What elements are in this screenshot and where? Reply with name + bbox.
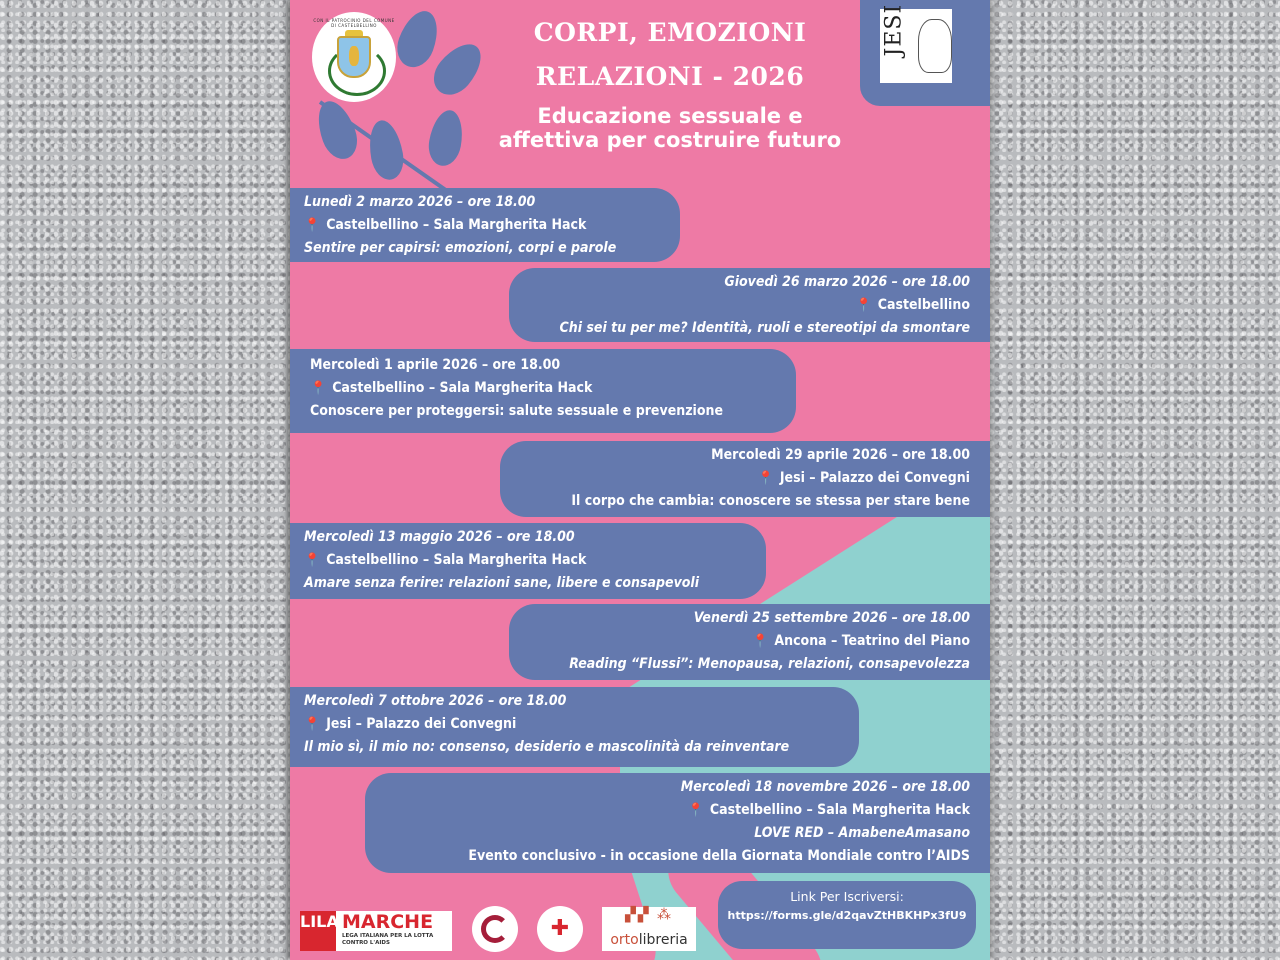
signup-url-link[interactable]: https://forms.gle/d2qavZtHBKHPx3fU9 <box>727 909 967 922</box>
magma-logo <box>472 906 518 952</box>
event-card <box>509 268 990 342</box>
map-pin-icon: 📍 <box>757 470 774 486</box>
event-date: Mercoledì 7 ottobre 2026 – ore 18.00 <box>304 693 567 709</box>
map-pin-icon: 📍 <box>310 380 327 396</box>
event-topic: Il mio sì, il mio no: consenso, desiderio e mascolinità da reinventare <box>304 739 790 755</box>
map-pin-icon: 📍 <box>855 297 872 313</box>
ortolibreria-logo <box>602 907 696 951</box>
event-date: Giovedì 26 marzo 2026 – ore 18.00 <box>724 274 970 290</box>
event-date: Mercoledì 13 maggio 2026 – ore 18.00 <box>304 529 575 545</box>
event-location: Castelbellino – Sala Margherita Hack <box>326 216 587 233</box>
lila-subtitle-2: CONTRO L'AIDS <box>342 940 390 946</box>
event-location: Jesi – Palazzo dei Convegni <box>326 715 517 732</box>
event-topic: Chi sei tu per me? Identità, ruoli e stereotipi da smontare <box>559 320 970 336</box>
event-topic: Il corpo che cambia: conoscere se stessa per stare bene <box>571 493 970 509</box>
signup-link-box[interactable] <box>718 881 976 949</box>
event-card <box>500 441 990 517</box>
event-topic: LOVE RED – AmabeneAmasano <box>754 825 970 841</box>
event-card <box>509 604 990 680</box>
lila-subtitle-1: LEGA ITALIANA PER LA LOTTA <box>342 933 434 939</box>
event-topic: Conoscere per proteggersi: salute sessuale e prevenzione <box>310 403 724 419</box>
event-date: Lunedì 2 marzo 2026 – ore 18.00 <box>304 194 536 210</box>
event-date: Mercoledì 29 aprile 2026 – ore 18.00 <box>711 447 970 463</box>
jesi-logo-text: JESI <box>881 3 907 56</box>
red-cross-icon: ✚ <box>550 916 570 941</box>
logo-caption: CON IL PATROCINIO DEL COMUNE DI CASTELBELLINO <box>313 18 395 28</box>
event-location: Castelbellino <box>877 296 970 313</box>
lila-title: MARCHE <box>342 911 434 933</box>
event-extra-note: Evento conclusivo - in occasione della Giornata Mondiale contro l’AIDS <box>468 847 970 864</box>
ortolibreria-mark-icon: ▞▞ ⁂ <box>625 907 673 923</box>
map-pin-icon: 📍 <box>752 633 769 649</box>
event-topic: Reading “Flussi”: Menopausa, relazioni, consapevolezza <box>569 656 970 672</box>
event-location: Castelbellino – Sala Margherita Hack <box>332 379 593 396</box>
leaf-decoration <box>311 96 363 164</box>
event-location: Jesi – Palazzo dei Convegni <box>779 469 970 486</box>
magma-ring-icon <box>481 915 509 943</box>
orto-suffix: libreria <box>638 932 688 948</box>
title-line-1: CORPI, EMOZIONI <box>533 18 807 47</box>
coat-of-arms-icon <box>337 36 371 78</box>
event-card <box>365 773 990 873</box>
event-location: Castelbellino – Sala Margherita Hack <box>709 801 970 818</box>
signup-label: Link Per Iscriversi: <box>790 889 904 904</box>
event-location: Castelbellino – Sala Margherita Hack <box>326 551 587 568</box>
lila-mark: LILA <box>300 911 336 951</box>
event-card <box>290 188 680 262</box>
title-line-2: RELAZIONI - 2026 <box>535 62 805 91</box>
event-card <box>290 523 766 599</box>
jesi-logo <box>880 3 952 83</box>
orto-prefix: orto <box>610 932 639 948</box>
map-pin-icon: 📍 <box>687 802 704 818</box>
event-poster <box>290 0 990 960</box>
event-date: Venerdì 25 settembre 2026 – ore 18.00 <box>693 610 970 626</box>
map-pin-icon: 📍 <box>304 217 321 233</box>
map-pin-icon: 📍 <box>304 716 321 732</box>
subtitle-line-2: affettiva per costruire futuro <box>498 128 842 152</box>
subtitle-line-1: Educazione sessuale e <box>537 104 803 128</box>
event-card <box>290 687 859 767</box>
event-location: Ancona – Teatrino del Piano <box>774 632 970 649</box>
castelbellino-logo <box>312 12 396 102</box>
leaf-decoration <box>365 118 407 183</box>
event-card <box>290 349 796 433</box>
leaf-decoration <box>391 6 445 73</box>
event-date: Mercoledì 18 novembre 2026 – ore 18.00 <box>680 779 970 795</box>
event-topic: Sentire per capirsi: emozioni, corpi e parole <box>304 240 617 256</box>
event-date: Mercoledì 1 aprile 2026 – ore 18.00 <box>310 357 561 373</box>
red-cross-logo <box>537 906 583 952</box>
lila-marche-logo <box>300 911 452 951</box>
event-topic: Amare senza ferire: relazioni sane, libere e consapevoli <box>304 575 700 591</box>
map-pin-icon: 📍 <box>304 552 321 568</box>
lion-icon <box>918 19 952 73</box>
